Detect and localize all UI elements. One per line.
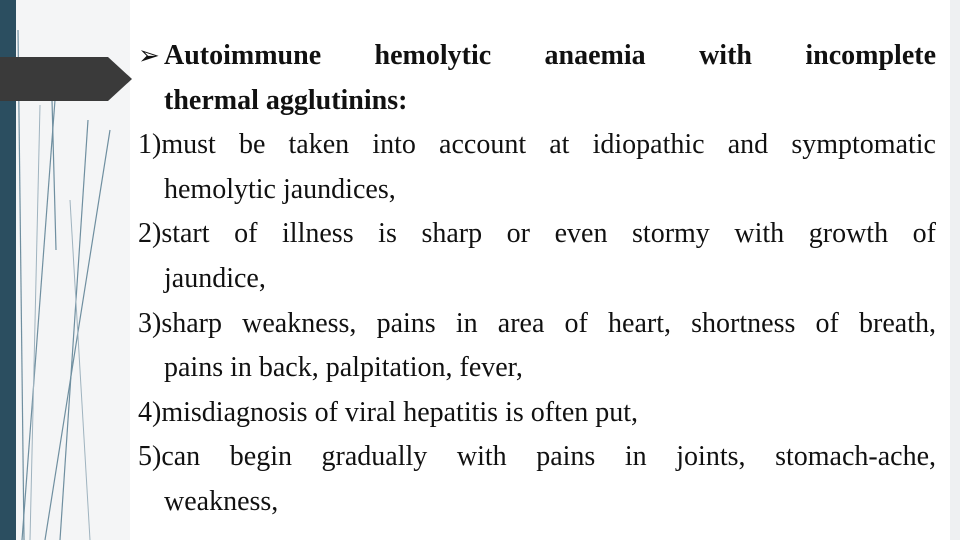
list-item-text: start of illness is sharp or even stormy with growth of [161, 218, 936, 250]
title-arrow-icon [0, 55, 132, 103]
list-item-continuation: pains in back, palpitation, fever, [164, 352, 523, 384]
list-item-continuation: hemolytic jaundices, [164, 173, 396, 205]
list-item-number: 2) [138, 218, 162, 250]
list-item-line [138, 435, 936, 480]
list-item-line [138, 123, 936, 168]
list-item-number: 5) [138, 441, 162, 473]
list-item [138, 391, 936, 436]
list-item-number: 4) [138, 396, 162, 428]
slide-content [138, 34, 936, 525]
heading-continuation: thermal agglutinins: [164, 84, 408, 116]
list-item-line [138, 302, 936, 347]
list-item-text: misdiagnosis of viral hepatitis is often put, [161, 396, 639, 428]
list-item-line [138, 212, 936, 257]
slide-right-edge [950, 0, 960, 540]
heading-line [138, 34, 936, 79]
list-item-text: can begin gradually with pains in joints, stomach-ache, [161, 441, 936, 473]
list-item-text: sharp weakness, pains in area of heart, shortness of breath, [161, 307, 936, 339]
list-item-continuation: weakness, [164, 485, 279, 517]
list-item-number: 1) [138, 129, 162, 161]
list-item-continuation: jaundice, [164, 262, 266, 294]
list-item [138, 435, 936, 524]
list-item [138, 123, 936, 212]
list-item-number: 3) [138, 307, 162, 339]
list-item-line [138, 391, 936, 436]
list-item-text: must be taken into account at idiopathic and symptomatic [161, 129, 936, 161]
heading-text: Autoimmune hemolytic anaemia with incomplete [164, 40, 936, 71]
checkmark-arrow-icon: ➢ [138, 41, 160, 71]
list-item [138, 302, 936, 391]
list-item [138, 212, 936, 301]
